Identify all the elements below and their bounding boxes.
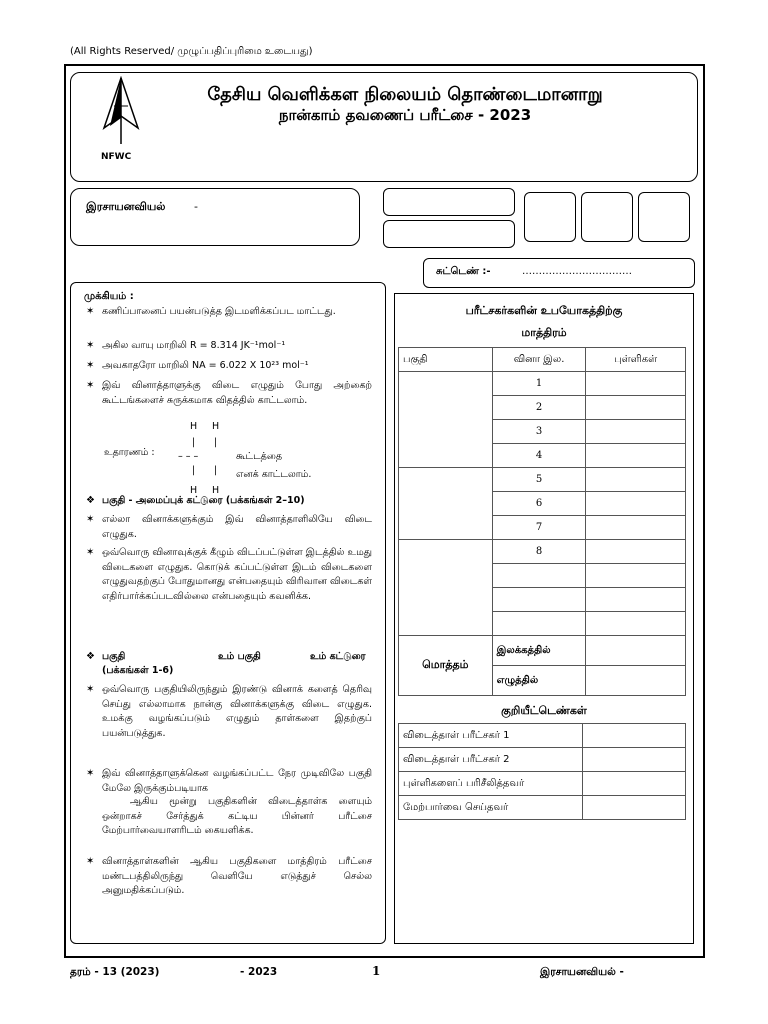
part-cell [399, 372, 493, 468]
marks-cell[interactable] [586, 588, 686, 612]
part-a-heading: பகுதி - அமைப்புக் கட்டுரை (பக்கங்கள் 2–10) [102, 495, 305, 506]
index-dots: …………………………… [522, 266, 632, 277]
small-box-bottom [383, 220, 515, 248]
code-row-label: மேற்பார்வை செய்தவர் [399, 796, 583, 820]
instructions-heading: முக்கியம் : [84, 291, 134, 302]
instruction-item: ஆகிய மூன்று பகுதிகளின் விடைத்தாள்க ளையும் ஒன்றாகச் சேர்த்துக் கட்டிய பின்னர் பரீட்சை மேற்பார்வையாளரிடம் கையளிக்க. [102, 796, 372, 836]
empty-cell [492, 564, 586, 588]
part-cell [399, 540, 493, 636]
examiner-title: பரீட்சகர்களின் உபயோகத்திற்கு [465, 304, 623, 317]
codes-table [398, 723, 686, 820]
question-number: 8 [492, 540, 586, 564]
nfwc-logo-icon [96, 76, 146, 148]
subject-dash: - [194, 200, 198, 213]
diamond-icon: ❖ [86, 495, 95, 506]
code-row-label: விடைத்தாள் பரீட்சகர் 1 [399, 724, 583, 748]
question-number: 2 [492, 396, 586, 420]
page-subtitle: நான்காம் தவணைப் பரீட்சை - 2023 [278, 106, 532, 124]
example-text: எனக் காட்டலாம். [236, 469, 312, 480]
footer-year: - 2023 [240, 966, 278, 978]
code-cell[interactable] [583, 772, 686, 796]
empty-cell [492, 588, 586, 612]
codes-title: குறியீட்டெண்கள் [501, 704, 587, 717]
code-cell[interactable] [583, 796, 686, 820]
page-title: தேசிய வெளிக்கள நிலையம் தொண்டைமானாறு [207, 84, 603, 105]
empty-cell [492, 612, 586, 636]
example-bar: | [192, 465, 196, 476]
total-words-cell[interactable] [586, 666, 686, 696]
col-header-question: வினா இல. [492, 348, 586, 372]
code-cell[interactable] [583, 748, 686, 772]
instruction-item: எல்லா வினாக்களுக்கும் இவ் வினாத்தாளிலியே விடை எழுதுக. [102, 514, 372, 540]
bullet: ✶ [86, 340, 95, 351]
footer-grade: தரம் - 13 (2023) [70, 966, 160, 978]
bullet: ✶ [86, 768, 95, 779]
example-h: H [212, 421, 220, 432]
question-number: 4 [492, 444, 586, 468]
instruction-item: இவ் வினாத்தாளுக்கென வழங்கப்பட்ட நேர முடிவிலே பகுதி மேலே இருக்கும்படியாக [102, 768, 372, 794]
in-numbers-label: இலக்கத்தில் [492, 636, 586, 666]
index-label: சுட்டெண் :- [436, 266, 491, 277]
instruction-item: ஒவ்வொரு பகுதியிலிருந்தும் இரண்டு வினாக் களைத் தெரிவு செய்து எல்லாமாக நான்கு வினாக்களுக்கு விடை எழுதுக. உமக்கு வழங்கப்படும் எழுதும் தாள்களை இதற்குப் பயன்படுத்துக. [102, 684, 372, 739]
part-cell [399, 468, 493, 540]
marks-cell[interactable] [586, 492, 686, 516]
example-h: H [190, 485, 198, 496]
small-box-top [383, 188, 515, 216]
bullet: ✶ [86, 306, 95, 317]
example-h: H [212, 485, 220, 496]
bullet: ✶ [86, 856, 95, 867]
marks-cell[interactable] [586, 396, 686, 420]
marks-cell[interactable] [586, 540, 686, 564]
example-bar: | [214, 437, 218, 448]
avogadro-constant: அவகாதரோ மாறிலி NA = 6.022 X 10²³ mol⁻¹ [102, 360, 309, 371]
code-cell[interactable] [583, 724, 686, 748]
example-bar: | [214, 465, 218, 476]
question-number: 7 [492, 516, 586, 540]
code-box-1 [524, 192, 576, 242]
marks-cell[interactable] [586, 444, 686, 468]
examiner-title-2: மாத்திரம் [521, 326, 567, 339]
logo-text: NFWC [101, 152, 132, 162]
example-h: H [190, 421, 198, 432]
code-box-3 [638, 192, 690, 242]
marks-cell[interactable] [586, 468, 686, 492]
col-header-marks: புள்ளிகள் [586, 348, 686, 372]
example-dashes: – – – [178, 451, 199, 462]
example-text: கூட்டத்தை [236, 451, 283, 462]
rights-note: (All Rights Reserved/ முழுப்பதிப்புரிமை உடையது) [70, 46, 313, 57]
question-number: 6 [492, 492, 586, 516]
marks-cell[interactable] [586, 372, 686, 396]
in-words-label: எழுத்தில் [492, 666, 586, 696]
part-b-pages: (பக்கங்கள் 1-6) [102, 665, 174, 676]
bullet: ✶ [86, 514, 95, 525]
code-row-label: விடைத்தாள் பரீட்சகர் 2 [399, 748, 583, 772]
example-bar: | [192, 437, 196, 448]
marks-cell[interactable] [586, 564, 686, 588]
marks-cell[interactable] [586, 612, 686, 636]
example-label: உதாரணம் : [104, 447, 155, 458]
bullet: ✶ [86, 380, 95, 391]
marks-cell[interactable] [586, 420, 686, 444]
total-numbers-cell[interactable] [586, 636, 686, 666]
marks-cell[interactable] [586, 516, 686, 540]
footer-subject: இரசாயனவியல் - [540, 966, 624, 978]
bullet: ✶ [86, 547, 95, 558]
diamond-icon: ❖ [86, 651, 95, 662]
part-b-heading: பகுதி [102, 651, 126, 662]
instruction-item: கணிப்பானைப் பயன்படுத்த இடமளிக்கப்பட மாட்டது. [102, 306, 336, 317]
gas-constant: அகில வாயு மாறிலி R = 8.314 JK⁻¹mol⁻¹ [102, 340, 286, 351]
part-b-heading: உம் கட்டுரை [310, 651, 366, 662]
subject-label: இரசாயனவியல் [86, 200, 166, 213]
bullet: ✶ [86, 360, 95, 371]
code-box-2 [581, 192, 633, 242]
total-label: மொத்தம் [399, 636, 493, 696]
page-number: 1 [372, 964, 381, 978]
question-number: 5 [492, 468, 586, 492]
part-b-heading: உம் பகுதி [218, 651, 261, 662]
question-number: 3 [492, 420, 586, 444]
code-row-label: புள்ளிகளைப் பரிசீலித்தவர் [399, 772, 583, 796]
marks-table [398, 347, 686, 696]
instruction-item: வினாத்தாள்களின் ஆகிய பகுதிகளை மாத்திரம் பரீட்சை மண்டபத்திலிருந்து வெளியே எடுத்துச் செல்ல அனுமதிக்கப்படும். [102, 856, 372, 896]
question-number: 1 [492, 372, 586, 396]
subject-box [70, 188, 360, 246]
instruction-item: இவ் வினாத்தாளுக்கு விடை எழுதும் போது அற்கைற் கூட்டங்களைச் சுருக்கமாக விதத்தில் காட்டலாம். [102, 380, 372, 406]
instruction-item: ஒவ்வொரு வினாவுக்குக் கீழும் விடப்பட்டுள்ள இடத்தில் உமது விடைகளை எழுதுக. கொடுக் கப்பட்டுள்ள இடம் விடைகளை எழுதுவதற்குப் போதுமானது என்பதையும் விரிவான விடைகள் எதிர்பார்க்கப்படவில்லை என்பதையும் கவனிக்க. [102, 547, 372, 602]
bullet: ✶ [86, 684, 95, 695]
col-header-part: பகுதி [399, 348, 493, 372]
